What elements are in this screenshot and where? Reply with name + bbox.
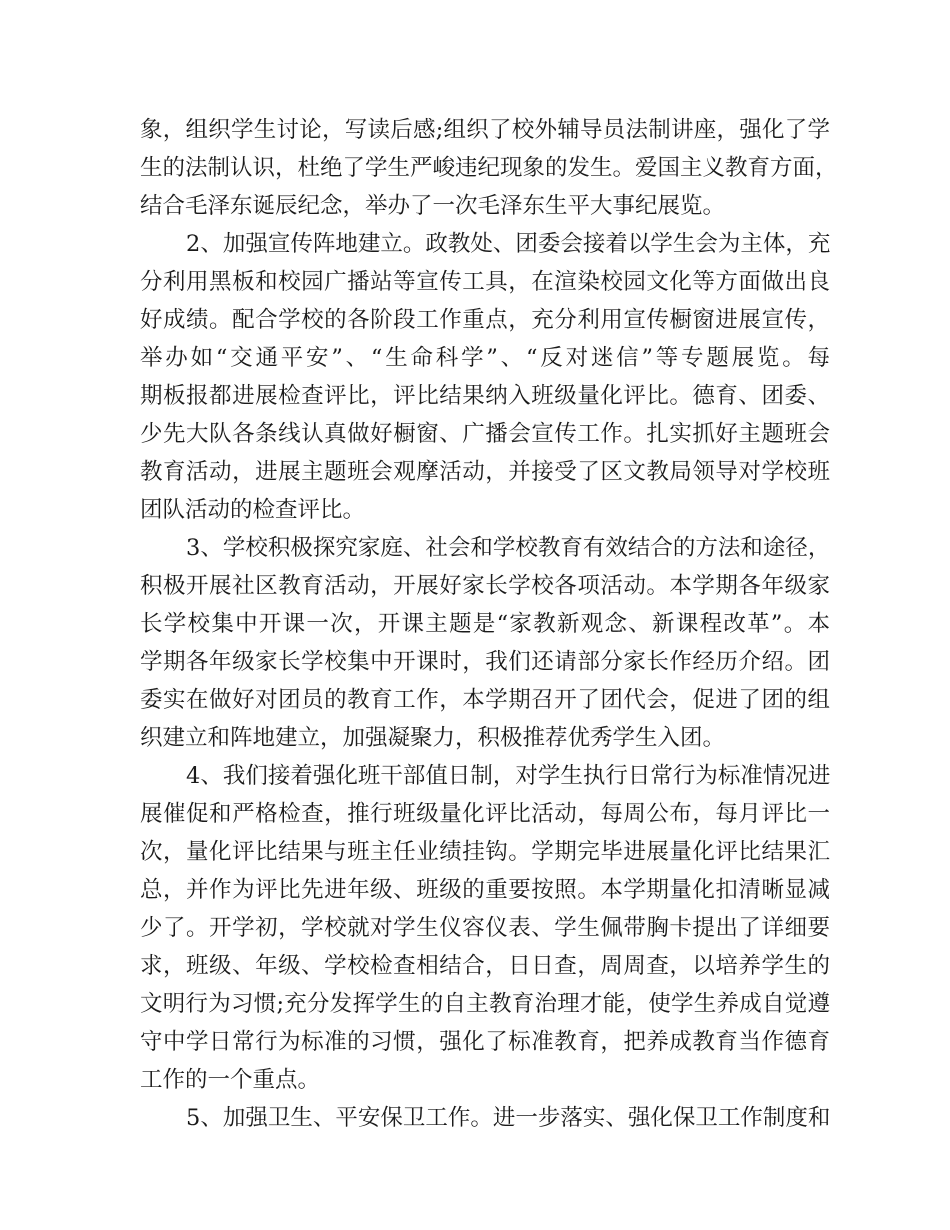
text-line: 4、我们接着强化班干部值日制，对学生执行日常行为标准情况进 — [186, 763, 831, 789]
text-line: 守中学日常行为标准的习惯，强化了标准教育，把养成教育当作德育 — [140, 1029, 830, 1055]
text-line: 期板报都进展检查评比，评比结果纳入班级量化评比。德育、团委、 — [140, 383, 830, 409]
text-line: 少先大队各条线认真做好橱窗、广播会宣传工作。扎实抓好主题班会 — [140, 421, 830, 447]
text-line: 教育活动，进展主题班会观摩活动，并接受了区文教局领导对学校班 — [140, 459, 830, 485]
text-line: 5、加强卫生、平安保卫工作。进一步落实、强化保卫工作制度和 — [186, 1105, 831, 1131]
text-line: 委实在做好对团员的教育工作，本学期召开了团代会，促进了团的组 — [140, 687, 830, 713]
text-line: 长学校集中开课一次，开课主题是“家教新观念、新课程改革”。本 — [140, 611, 830, 637]
text-line: 分利用黑板和校园广播站等宣传工具，在渲染校园文化等方面做出良 — [140, 269, 830, 295]
text-line: 积极开展社区教育活动，开展好家长学校各项活动。本学期各年级家 — [140, 573, 830, 599]
text-line: 展催促和严格检查，推行班级量化评比活动，每周公布，每月评比一 — [140, 801, 830, 827]
text-line: 学期各年级家长学校集中开课时，我们还请部分家长作经历介绍。团 — [140, 649, 830, 675]
text-line: 象，组织学生讨论，写读后感;组织了校外辅导员法制讲座，强化了学 — [140, 117, 830, 143]
text-line: 团队活动的检查评比。 — [140, 497, 366, 523]
text-line: 总，并作为评比先进年级、班级的重要按照。本学期量化扣清晰显减 — [140, 877, 830, 903]
text-line: 2、加强宣传阵地建立。政教处、团委会接着以学生会为主体，充 — [186, 231, 831, 257]
text-line: 次，量化评比结果与班主任业绩挂钩。学期完毕进展量化评比结果汇 — [140, 839, 830, 865]
text-line: 少了。开学初，学校就对学生仪容仪表、学生佩带胸卡提出了详细要 — [140, 915, 830, 941]
text-line: 举办如“交通平安”、“生命科学”、“反对迷信”等专题展览。每 — [140, 345, 830, 371]
text-line: 织建立和阵地建立，加强凝聚力，积极推荐优秀学生入团。 — [140, 725, 726, 751]
text-line: 文明行为习惯;充分发挥学生的自主教育治理才能，使学生养成自觉遵 — [140, 991, 830, 1017]
text-line: 结合毛泽东诞辰纪念，举办了一次毛泽东生平大事纪展览。 — [140, 193, 726, 219]
text-line: 工作的一个重点。 — [140, 1067, 321, 1093]
text-line: 好成绩。配合学校的各阶段工作重点，充分利用宣传橱窗进展宣传， — [140, 307, 830, 333]
text-line: 3、学校积极探究家庭、社会和学校教育有效结合的方法和途径， — [186, 535, 831, 561]
document-body — [140, 111, 838, 1137]
text-line: 求，班级、年级、学校检查相结合，日日查，周周查，以培养学生的 — [140, 953, 830, 979]
text-line: 生的法制认识，杜绝了学生严峻违纪现象的发生。爱国主义教育方面， — [140, 155, 838, 181]
